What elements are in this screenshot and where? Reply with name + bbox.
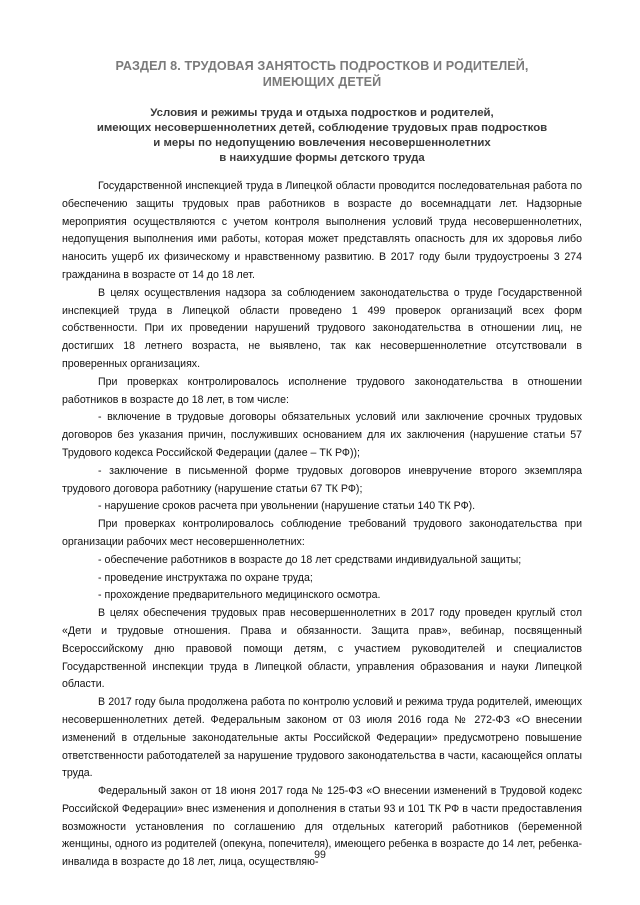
list-item: - нарушение сроков расчета при увольнении (нарушение статьи 140 ТК РФ). xyxy=(98,500,476,513)
paragraph: В 2017 году была продолжена работа по контролю условий и режима труда родителей, имеющих несовершеннолетних детей. Федеральным законом от 03 июля 2016 года № 272-ФЗ «О внесении изменений в отдельные законодательные акты Российской Федерации» предусмотрено повышение ответственности работодателей за нарушение трудового законодательства в части, касающейся оплаты труда. xyxy=(62,696,582,780)
subtitle-line-2: имеющих несовершеннолетних детей, соблюдение трудовых прав подростков xyxy=(96,122,548,134)
paragraph: В целях осуществления надзора за соблюдением законодательства о труде Государственной инспекцией труда в Липецкой области проведено 1 499 проверок организаций всех форм собственности. При их проведении нарушений трудового законодательства в отношении лиц, не достигших 18 летнего возраста, не выявлено, так как несовершеннолетние отсутствовали в проверенных организациях. xyxy=(62,286,582,370)
paragraph: Государственной инспекцией труда в Липецкой области проводится последовательная работа по обеспечению защиты трудовых прав работников в возрасте до восемнадцати лет. Надзорные мероприятия осуществляются с учетом контроля выполнения условий труда несовершеннолетних, недопущения выполнения ими работы, которая может представлять опасность для их здоровья либо наносить ущерб их физическому и нравственному развитию. В 2017 году были трудоустроены 3 274 гражданина в возрасте от 14 до 18 лет. xyxy=(62,180,582,281)
list-item: - заключение в письменной форме трудовых договоров иневручение второго экземпляра трудового договора работнику (нарушение статьи 67 ТК РФ); xyxy=(62,464,582,495)
paragraph: При проверках контролировалось соблюдение требований трудового законодательства при организации рабочих мест несовершеннолетних: xyxy=(62,518,582,548)
paragraph: Федеральный закон от 18 июня 2017 года № 125-ФЗ «О внесении изменений в Трудовой кодекс Российской Федерации» внес изменения и дополнения в статьи 93 и 101 ТК РФ в части предоставления возможности установления по соглашению для отдельных категорий работников (беременной женщины, одного из родителей (опекуна, попечителя), имеющего ребенка в возрасте до 14 лет, ребенка-инвалида в возрасте до 18 лет, лица, осуществляю- xyxy=(62,785,582,869)
body-text xyxy=(62,178,582,872)
section-title xyxy=(62,58,582,90)
section-title-line-2: ИМЕЮЩИХ ДЕТЕЙ xyxy=(262,75,382,89)
page-number: 99 xyxy=(314,849,326,861)
list-item: - прохождение предварительного медицинского осмотра. xyxy=(98,589,381,602)
subtitle xyxy=(62,106,582,166)
paragraph: При проверках контролировалось исполнение трудового законодательства в отношении работников в возрасте до 18 лет, в том числе: xyxy=(62,375,582,406)
list-item: - обеспечение работников в возрасте до 18 лет средствами индивидуальной защиты; xyxy=(98,553,522,566)
list-item: - проведение инструктажа по охране труда; xyxy=(98,571,313,584)
subtitle-line-1: Условия и режимы труда и отдыха подростков и родителей, xyxy=(150,107,494,119)
section-title-line-1: РАЗДЕЛ 8. ТРУДОВАЯ ЗАНЯТОСТЬ ПОДРОСТКОВ И РОДИТЕЛЕЙ, xyxy=(115,59,529,73)
paragraph: В целях обеспечения трудовых прав несовершеннолетних в 2017 году проведен круглый стол «Дети и трудовые отношения. Права и обязанности. Защита прав», вебинар, посвященный Всероссийскому дню правовой помощи детям, с участием руководителей и специалистов Государственной инспекции труда в Липецкой области, управления образования и науки Липецкой области. xyxy=(62,607,582,691)
subtitle-line-3: и меры по недопущению вовлечения несовершеннолетних xyxy=(153,137,491,149)
list-item: - включение в трудовые договоры обязательных условий или заключение срочных трудовых договоров без указания причин, послуживших основанием для их заключения (нарушение статьи 57 Трудового кодекса Российской Федерации (далее – ТК РФ)); xyxy=(62,411,582,459)
subtitle-line-4: в наихудшие формы детского труда xyxy=(219,152,425,164)
